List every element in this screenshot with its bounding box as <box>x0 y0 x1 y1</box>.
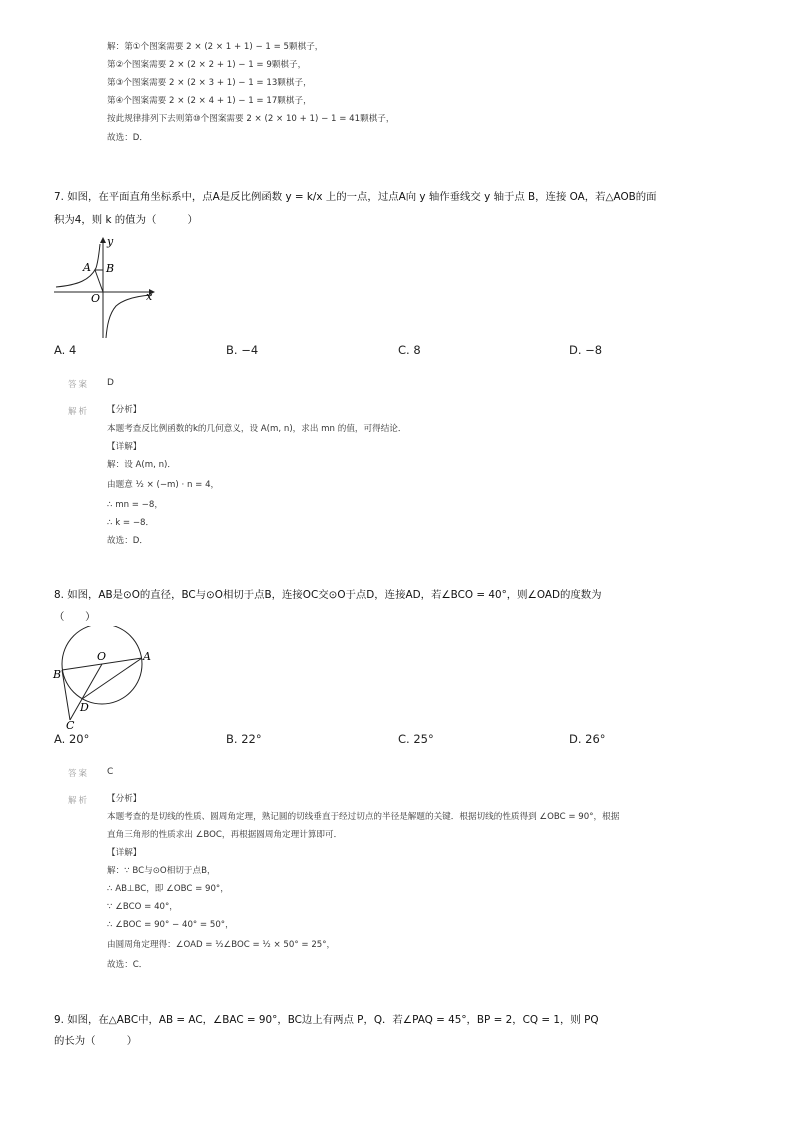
point-B-label: B <box>53 668 62 681</box>
q8-answer: C <box>107 767 114 777</box>
q7-answer: D <box>107 378 114 388</box>
q7-analysis-line: ∴ k = −8． <box>107 518 155 528</box>
hyperbola-branch-left <box>56 244 100 287</box>
q7-option-d[interactable]: D. −8 <box>569 343 603 357</box>
q8-stem: （ ） <box>54 611 96 623</box>
q8-analysis-line: 【分析】 <box>107 794 142 804</box>
q7-stem: 积为4，则 k 的值为（ ） <box>54 214 198 226</box>
point-O-label: O <box>91 292 101 305</box>
prev-solution-line: 按此规律排列下去则第⑩个图案需要 2 × (2 × 10 + 1) − 1 = 41颗棋子， <box>107 114 395 124</box>
q8-analysis-line: 直角三角形的性质求出 ∠BOC，再根据圆周角定理计算即可． <box>107 830 343 840</box>
prev-solution-line: 第④个图案需要 2 × (2 × 4 + 1) − 1 = 17颗棋子， <box>107 96 312 106</box>
prev-solution-line: 第③个图案需要 2 × (2 × 3 + 1) − 1 = 13颗棋子， <box>107 78 312 88</box>
q8-analysis-line: 本题考查的是切线的性质、圆周角定理，熟记圆的切线垂直于经过切点的半径是解题的关键．根据切线的性质得到 ∠OBC = 90°，根据 <box>107 812 620 822</box>
q8-analysis-line: 解：∵ BC与⊙O相切于点B， <box>107 866 216 876</box>
point-O-label: O <box>97 650 107 663</box>
segment-AD <box>82 658 142 699</box>
prev-solution-line: 故选：D． <box>107 133 148 143</box>
point-D-label: D <box>80 701 89 714</box>
q8-analysis-line: 故选：C． <box>107 960 148 970</box>
q8-circle-figure <box>50 626 158 730</box>
point-A-label: A <box>143 650 151 663</box>
prev-solution-line: 第②个图案需要 2 × (2 × 2 + 1) − 1 = 9颗棋子， <box>107 60 307 70</box>
q7-analysis-line: 【分析】 <box>107 405 142 415</box>
point-B-label: B <box>106 262 115 275</box>
q8-analysis-line: ∵ ∠BCO = 40°， <box>107 902 178 912</box>
q7-analysis-tag: 解析 <box>68 407 90 417</box>
x-axis-label: x <box>146 290 153 303</box>
q8-answer-tag: 答案 <box>68 769 90 779</box>
q7-analysis-line: 解：设 A(m, n)． <box>107 460 176 470</box>
q8-option-d[interactable]: D. 26° <box>569 732 606 746</box>
q8-option-a[interactable]: A. 20° <box>54 732 90 746</box>
q7-option-c[interactable]: C. 8 <box>398 343 421 357</box>
q8-analysis-line: 【详解】 <box>107 848 142 858</box>
y-axis-label: y <box>107 235 114 248</box>
q7-analysis-line: ∴ mn = −8， <box>107 500 163 510</box>
tangent-BC <box>62 670 70 720</box>
q8-analysis-line: 由圆周角定理得：∠OAD = ½∠BOC = ½ × 50° = 25°， <box>107 940 336 950</box>
q7-hyperbola-figure <box>50 234 162 340</box>
q8-option-b[interactable]: B. 22° <box>226 732 262 746</box>
point-A-label: A <box>83 261 91 274</box>
q8-stem: 8. 如图，AB是⊙O的直径，BC与⊙O相切于点B，连接OC交⊙O于点D，连接AD，若∠BCO = 40°，则∠OAD的度数为 <box>54 589 602 601</box>
q7-option-a[interactable]: A. 4 <box>54 343 77 357</box>
q8-analysis-line: ∴ ∠BOC = 90° − 40° = 50°， <box>107 920 234 930</box>
q9-stem: 9. 如图，在△ABC中，AB = AC，∠BAC = 90°，BC边上有两点 P，Q．若∠PAQ = 45°，BP = 2，CQ = 1，则 PQ <box>54 1014 599 1026</box>
prev-solution-line: 解：第①个图案需要 2 × (2 × 1 + 1) − 1 = 5颗棋子， <box>107 42 324 52</box>
q7-analysis-line: 故选：D． <box>107 536 148 546</box>
point-C-label: C <box>66 719 75 730</box>
q7-analysis-line: 【详解】 <box>107 442 142 452</box>
q7-analysis-line: 本题考查反比例函数的k的几何意义，设 A(m, n)，求出 mn 的值，可得结论． <box>107 424 407 434</box>
q7-stem: 7. 如图，在平面直角坐标系中，点A是反比例函数 y = k/x 上的一点，过点A向 y 轴作垂线交 y 轴于点 B，连接 OA，若△AOB的面 <box>54 191 657 203</box>
q9-stem: 的长为（ ） <box>54 1035 138 1047</box>
q7-analysis-line: 由题意 ½ × (−m) · n = 4， <box>107 480 220 490</box>
q8-option-c[interactable]: C. 25° <box>398 732 434 746</box>
q8-analysis-tag: 解析 <box>68 796 90 806</box>
q7-option-b[interactable]: B. −4 <box>226 343 259 357</box>
q7-answer-tag: 答案 <box>68 380 90 390</box>
segment-OA <box>95 270 103 292</box>
q8-analysis-line: ∴ AB⊥BC，即 ∠OBC = 90°， <box>107 884 229 894</box>
